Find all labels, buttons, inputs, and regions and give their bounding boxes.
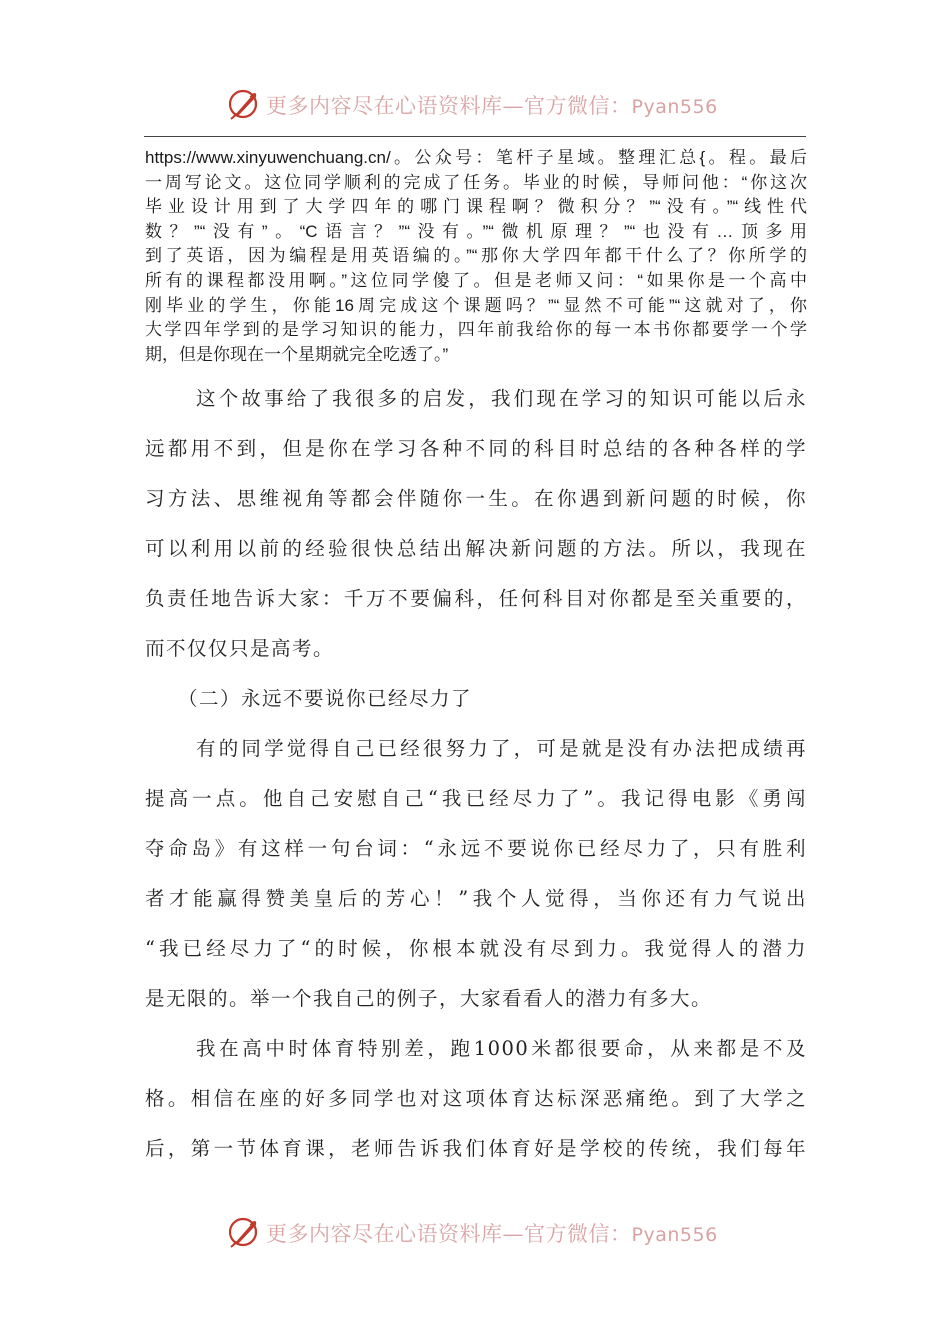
header-divider (144, 136, 806, 137)
banner-text: 更多内容尽在心语资料库—官方微信：Pyan556 (266, 94, 718, 118)
text-line: 到了英语，因为编程是用英语编的。”“那你大学四年都干什么了？你所学的 (145, 246, 807, 266)
text-line: 可以利用以前的经验很快总结出解决新问题的方法。所以，我现在 (145, 537, 807, 560)
text-line: 大学四年学到的是学习知识的能力，四年前我给你的每一本书你都要学一个学 (145, 320, 807, 340)
banner-text: 更多内容尽在心语资料库—官方微信：Pyan556 (266, 1222, 718, 1246)
text-line: 是无限的。举一个我自己的例子，大家看看人的潜力有多大。 (145, 987, 713, 1010)
text-line: https://www.xinyuwenchuang.cn/。公众号：笔杆子星域。整理汇总{。程。最后 (145, 148, 807, 167)
intro-paragraph (145, 146, 807, 367)
text-line: 这个故事给了我很多的启发，我们现在学习的知识可能以后永 (196, 387, 807, 410)
text-line: 有的同学觉得自己已经很努力了，可是就是没有办法把成绩再 (196, 737, 807, 760)
text-line: 者才能赢得赞美皇后的芳心！”我个人觉得，当你还有力气说出 (145, 887, 807, 910)
text-line: 后，第一节体育课，老师告诉我们体育好是学校的传统，我们每年 (145, 1137, 807, 1160)
text-line: 所有的课程都没用啊。”这位同学傻了。但是老师又问：“如果你是一个高中 (145, 270, 807, 290)
text-line: 一周写论文。这位同学顺利的完成了任务。毕业的时候，导师问他：“你这次 (145, 172, 807, 192)
footer-banner (0, 1212, 950, 1252)
text-line: 负责任地告诉大家：千万不要偏科，任何科目对你都是至关重要的， (145, 587, 807, 610)
quill-pen-logo-icon (226, 86, 262, 122)
section-heading: （二）永远不要说你已经尽力了 (178, 687, 473, 710)
text-line: 提高一点。他自己安慰自己“我已经尽力了”。我记得电影《勇闯 (145, 787, 807, 810)
text-line: 习方法、思维视角等都会伴随你一生。在你遇到新问题的时候，你 (145, 487, 807, 510)
text-line: 我在高中时体育特别差，跑1000米都很要命，从来都是不及 (196, 1037, 807, 1060)
quill-pen-logo-icon (226, 1214, 262, 1250)
wechat-id: Pyan556 (631, 1224, 718, 1246)
text-line: 格。相信在座的好多同学也对这项体育达标深恶痛绝。到了大学之 (145, 1087, 807, 1110)
text-line: “我已经尽力了“的时候，你根本就没有尽到力。我觉得人的潜力 (145, 937, 807, 960)
text-line: 期，但是你现在一个星期就完全吃透了。” (145, 344, 449, 364)
text-line: 毕业设计用到了大学四年的哪门课程啊？微积分？”“没有。”“线性代 (145, 197, 807, 217)
text-line: 刚毕业的学生，你能16周完成这个课题吗？”“显然不可能”“这就对了，你 (145, 295, 807, 315)
text-line: 而不仅仅只是高考。 (145, 637, 335, 660)
text-line: 数？”“没有”。“C语言？”“没有。”“微机原理？”“也没有…顶多用 (145, 221, 807, 241)
header-banner (0, 84, 950, 124)
wechat-id: Pyan556 (631, 96, 718, 118)
text-line: 夺命岛》有这样一句台词：“永远不要说你已经尽力了，只有胜利 (145, 837, 807, 860)
text-line: 远都用不到，但是你在学习各种不同的科目时总结的各种各样的学 (145, 437, 807, 460)
